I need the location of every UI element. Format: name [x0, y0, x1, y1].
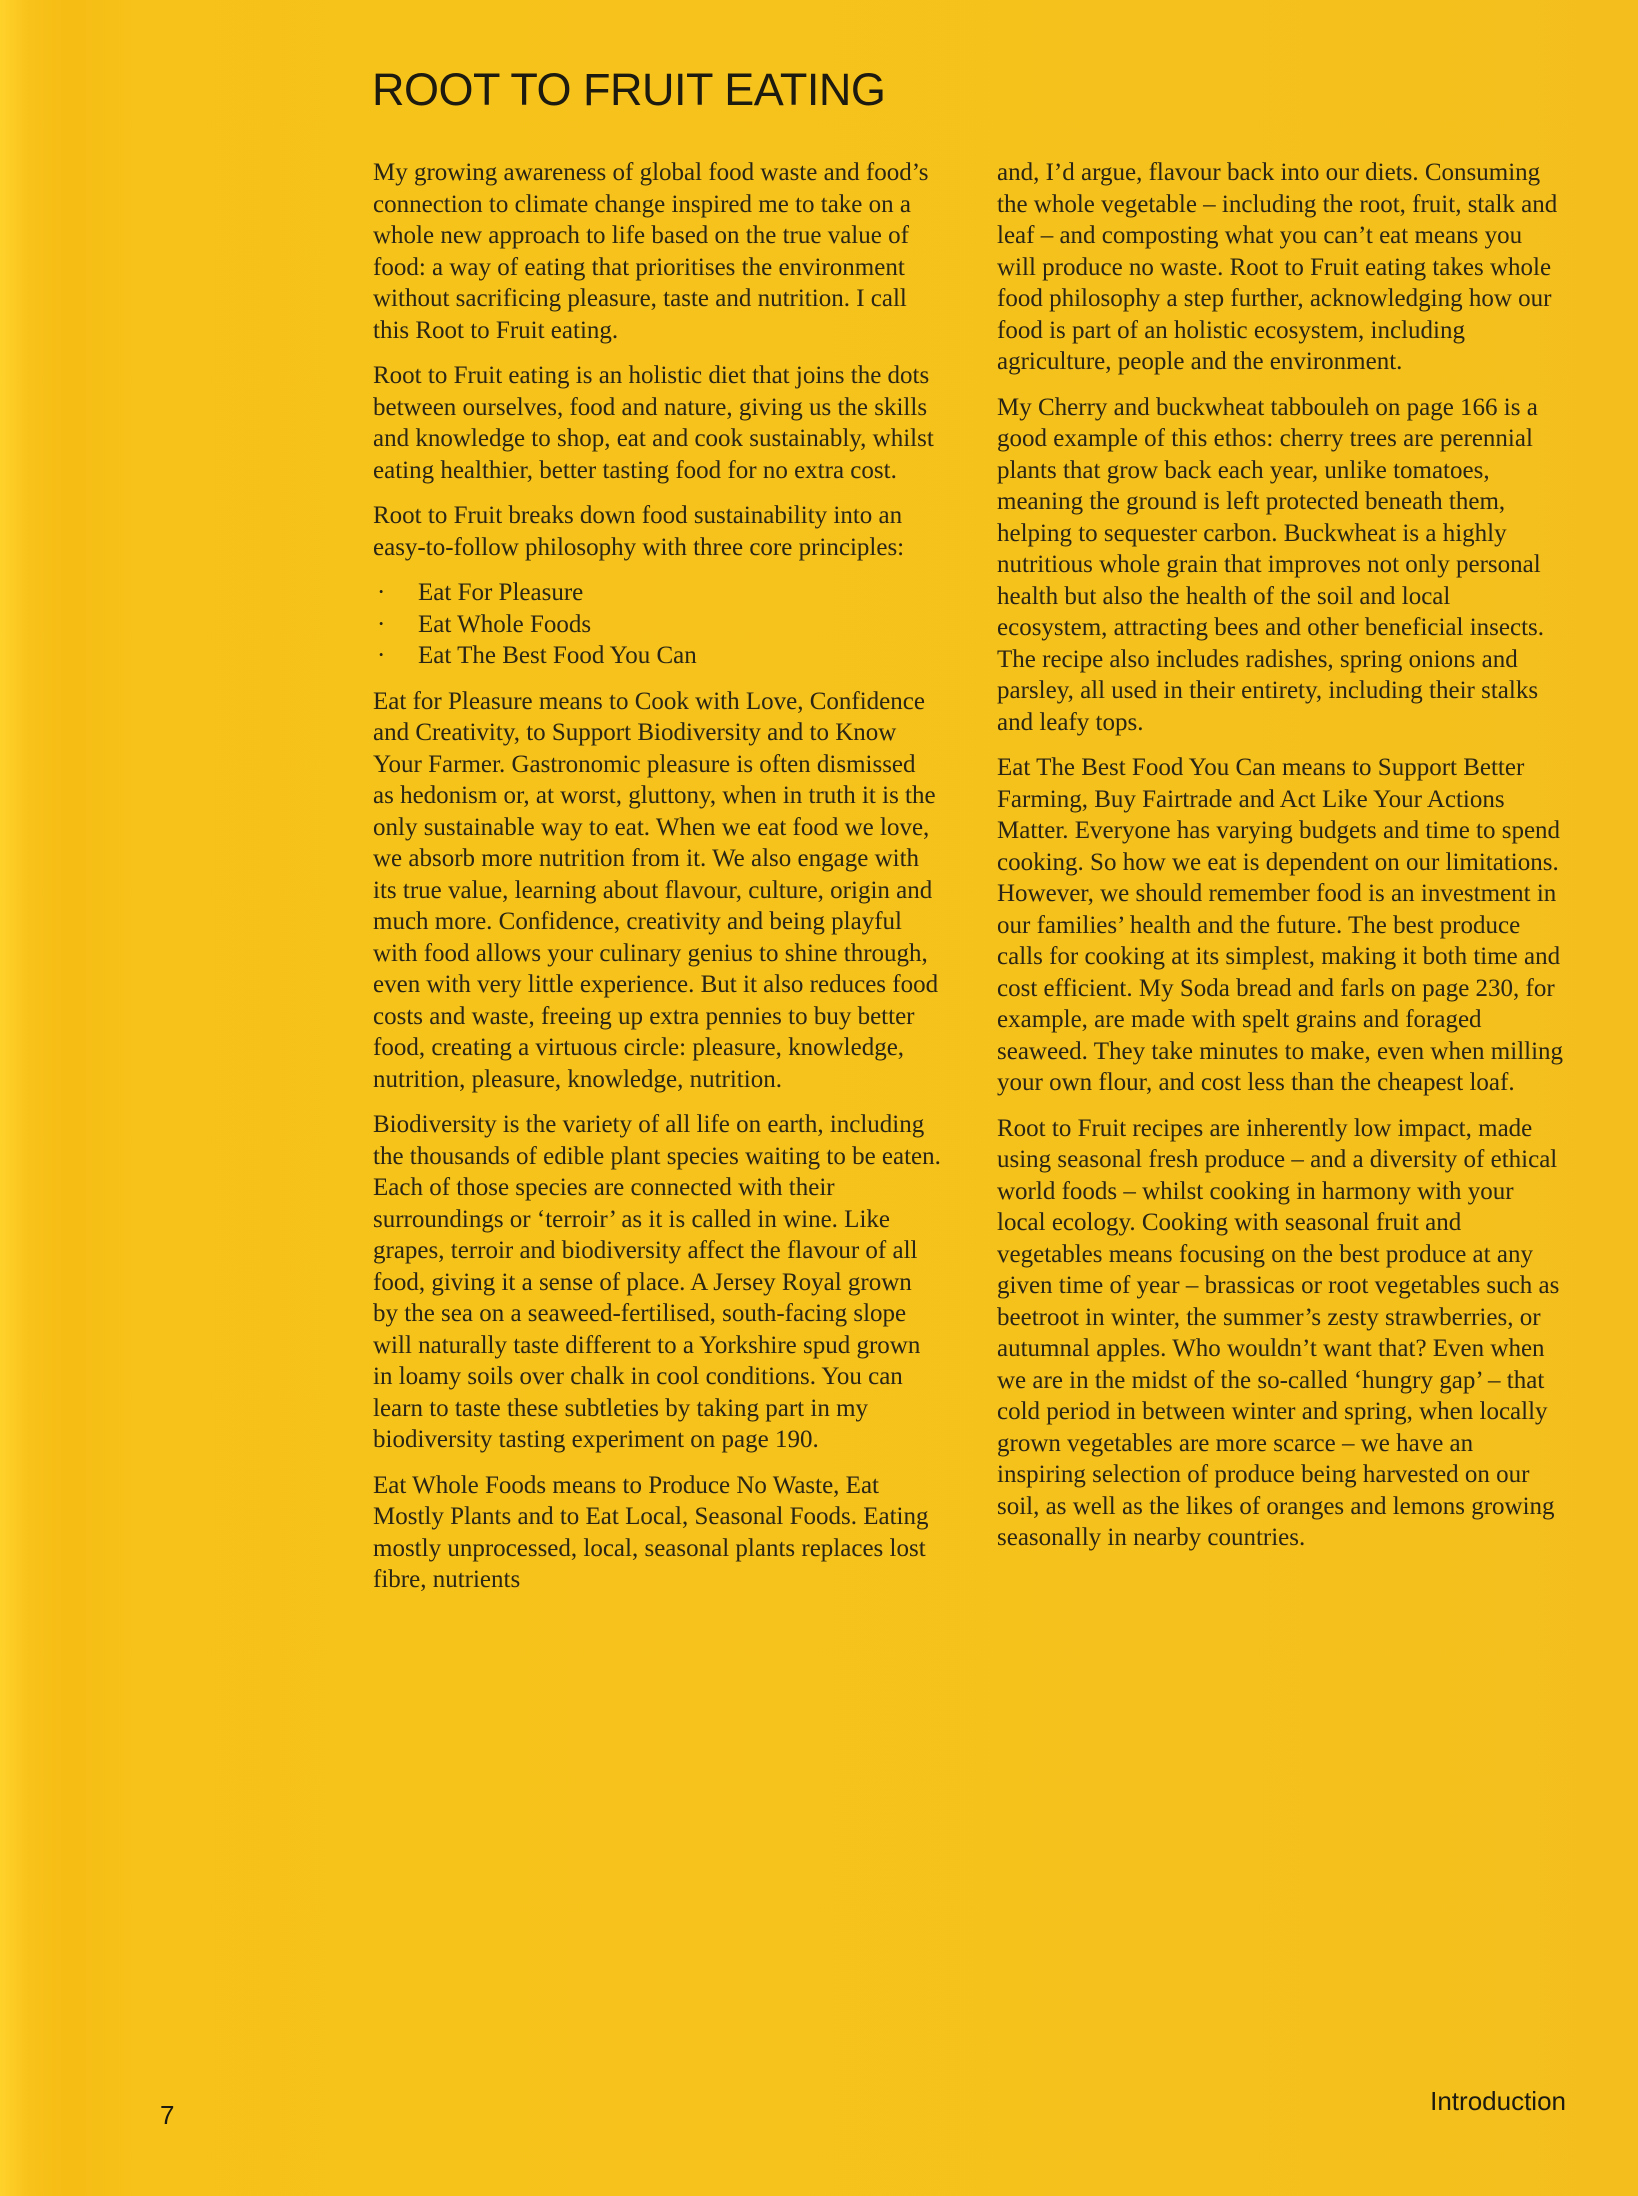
right-text-column — [997, 157, 1565, 1568]
principle-item: · Eat The Best Food You Can — [373, 640, 941, 672]
page-title: ROOT TO FRUIT EATING — [372, 64, 886, 115]
page-number: 7 — [160, 2100, 175, 2130]
paragraph-principles-intro: Root to Fruit breaks down food sustainability into an easy-to-follow philosophy with three core principles: — [373, 502, 905, 561]
left-text-column — [373, 157, 941, 1610]
principles-list — [373, 577, 941, 672]
paragraph-tabbouleh-example: My Cherry and buckwheat tabbouleh on page 166 is a good example of this ethos: cherry trees are perennial plants that grow back each year, unlike tomatoes, meaning the ground is left protected beneath them, helping to sequester carbon. Buckwheat is a highly nutritious whole grain that improves not only personal health but also the health of the soil and local ecosystem, attracting bees and other beneficial insects. The recipe also includes radishes, spring onions and parsley, all used in their entirety, including their stalks and leafy tops. — [997, 393, 1545, 736]
principle-item: · Eat Whole Foods — [373, 609, 941, 641]
paragraph-low-impact: Root to Fruit recipes are inherently low impact, made using seasonal fresh produce – and a diversity of ethical world foods – whilst cooking in harmony with your local ecology. Cooking with seasonal fruit and vegetables means focusing on the best produce at any given time of year – brassicas or root vegetables such as beetroot in winter, the summer’s zesty strawberries, or autumnal apples. Who wouldn’t want that? Even when we are in the midst of the so-called ‘hungry gap’ – that cold period in between winter and spring, when locally grown vegetables are more scarce – we have an inspiring selection of produce being harvested on our soil, as well as the likes of oranges and lemons growing seasonally in nearby countries. — [997, 1114, 1560, 1551]
section-name: Introduction — [1430, 2086, 1566, 2116]
principle-item: · Eat For Pleasure — [373, 577, 941, 609]
paragraph-whole-vegetable: and, I’d argue, flavour back into our diets. Consuming the whole vegetable – including the root, fruit, stalk and leaf – and composting what you can’t eat means you will produce no waste. Root to Fruit eating takes whole food philosophy a step further, acknowledging how our food is part of an holistic ecosystem, including agriculture, people and the environment. — [997, 159, 1558, 375]
paragraph-intro: My growing awareness of global food waste and food’s connection to climate change inspired me to take on a whole new approach to life based on the true value of food: a way of eating that prioritises the environment without sacrificing pleasure, taste and nutrition. I call this Root to Fruit eating. — [373, 159, 929, 344]
paragraph-eat-whole-foods: Eat Whole Foods means to Produce No Waste, Eat Mostly Plants and to Eat Local, Seasonal Foods. Eating mostly unprocessed, local, seasonal plants replaces lost fibre, nutrients — [373, 1471, 929, 1593]
paragraph-eat-for-pleasure: Eat for Pleasure means to Cook with Love, Confidence and Creativity, to Support Biodiversity and to Know Your Farmer. Gastronomic pleasure is often dismissed as hedonism or, at worst, gluttony, when in truth it is the only sustainable way to eat. When we eat food we love, we absorb more nutrition from it. We also engage with its true value, learning about flavour, culture, origin and much more. Confidence, creativity and being playful with food allows your culinary genius to shine through, even with very little experience. But it also reduces food costs and waste, freeing up extra pennies to buy better food, creating a virtuous circle: pleasure, knowledge, nutrition, pleasure, knowledge, nutrition. — [373, 687, 939, 1093]
paragraph-holistic-diet: Root to Fruit eating is an holistic diet that joins the dots between ourselves, food and nature, giving us the skills and knowledge to shop, eat and cook sustainably, whilst eating healthier, better tasting food for no extra cost. — [373, 362, 934, 484]
paragraph-biodiversity: Biodiversity is the variety of all life on earth, including the thousands of edible plant species waiting to be eaten. Each of those species are connected with their surroundings or ‘terroir’ as it is called in wine. Like grapes, terroir and biodiversity affect the flavour of all food, giving it a sense of place. A Jersey Royal grown by the sea on a seaweed-fertilised, south-facing slope will naturally taste different to a Yorkshire spud grown in loamy soils over chalk in cool conditions. You can learn to taste these subtleties by taking part in my biodiversity tasting experiment on page 190. — [373, 1111, 941, 1453]
paragraph-best-food: Eat The Best Food You Can means to Support Better Farming, Buy Fairtrade and Act Like Your Actions Matter. Everyone has varying budgets and time to spend cooking. So how we eat is dependent on our limitations. However, we should remember food is an investment in our families’ health and the future. The best produce calls for cooking at its simplest, making it both time and cost efficient. My Soda bread and farls on page 230, for example, are made with spelt grains and foraged seaweed. They take minutes to make, even when milling your own flour, and cost less than the cheapest loaf. — [997, 754, 1564, 1096]
